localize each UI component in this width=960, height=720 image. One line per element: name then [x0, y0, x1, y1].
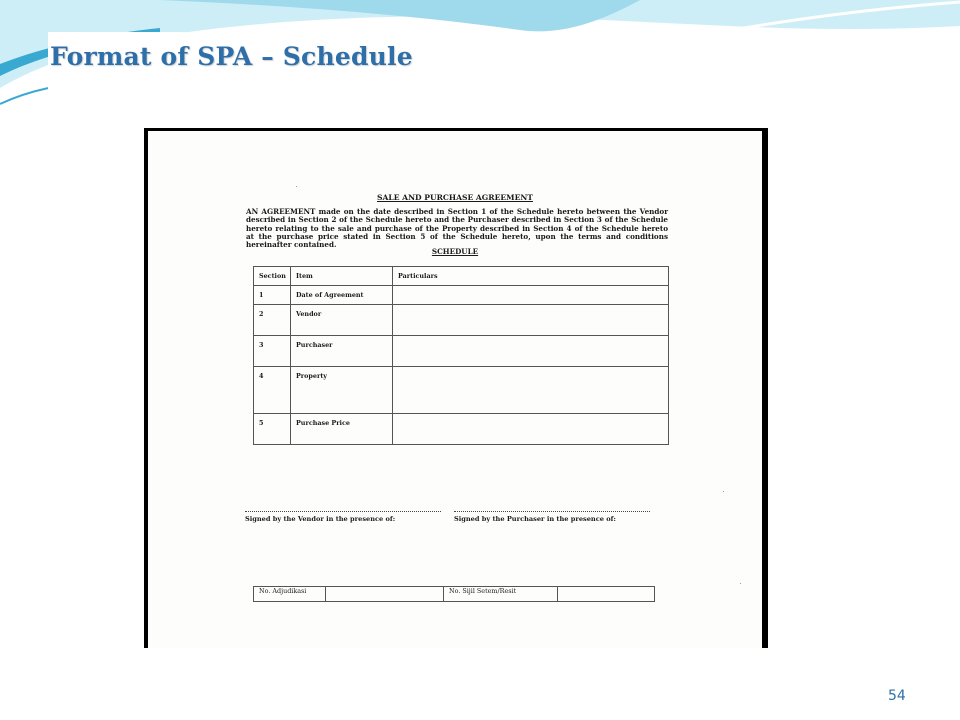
section-number: 4: [254, 367, 291, 414]
scanned-document-page: [148, 131, 762, 648]
table-row: [254, 336, 669, 367]
table-row: [254, 367, 669, 414]
section-number: 1: [254, 286, 291, 305]
scanned-document-frame: [144, 128, 768, 648]
slide-title: Format of SPA – Schedule: [50, 42, 413, 71]
purchaser-signature-label: Signed by the Purchaser in the presence of:: [454, 515, 616, 523]
schedule-heading: SCHEDULE: [431, 247, 479, 256]
vendor-signature-block: [245, 507, 441, 523]
adjudication-label: No. Adjudikasi: [254, 587, 326, 602]
header-item: Item: [291, 267, 393, 286]
agreement-intro: AN AGREEMENT made on the date described in Section 1 of the Schedule hereto between the Vendor described in Section 2 of the Schedule hereto and the Purchaser described in Section 3 of the Schedule hereto relating to the sale and purchase of the Property described in Section 4 of the Schedule hereto at the purchase price stated in Section 5 of the Schedule hereto, upon the terms and conditions hereinafter contained.: [246, 207, 668, 250]
table-row: [254, 587, 655, 602]
table-header-row: [254, 267, 669, 286]
header-section: Section: [254, 267, 291, 286]
item-label: Vendor: [291, 305, 393, 336]
item-label: Property: [291, 367, 393, 414]
page-number: 54: [888, 688, 906, 704]
section-number: 5: [254, 414, 291, 445]
item-label: Date of Agreement: [291, 286, 393, 305]
signature-line: [454, 507, 650, 512]
schedule-table: [253, 266, 669, 445]
stamp-label: No. Sijil Setem/Resit: [444, 587, 558, 602]
particulars-cell: [393, 336, 669, 367]
stamp-value-cell: [558, 587, 655, 602]
item-label: Purchase Price: [291, 414, 393, 445]
particulars-cell: [393, 414, 669, 445]
scan-speck: [723, 491, 724, 492]
vendor-signature-label: Signed by the Vendor in the presence of:: [245, 515, 396, 523]
particulars-cell: [393, 286, 669, 305]
item-label: Purchaser: [291, 336, 393, 367]
table-row: [254, 286, 669, 305]
scan-speck: [296, 186, 297, 187]
section-number: 3: [254, 336, 291, 367]
table-row: [254, 414, 669, 445]
agreement-heading: SALE AND PURCHASE AGREEMENT: [377, 193, 533, 202]
adjudication-value-cell: [326, 587, 444, 602]
table-row: [254, 305, 669, 336]
particulars-cell: [393, 305, 669, 336]
stamp-duty-table: [253, 586, 655, 602]
section-number: 2: [254, 305, 291, 336]
scan-speck: [740, 583, 741, 584]
header-particulars: Particulars: [393, 267, 669, 286]
purchaser-signature-block: [454, 507, 650, 523]
signature-line: [245, 507, 441, 512]
particulars-cell: [393, 367, 669, 414]
